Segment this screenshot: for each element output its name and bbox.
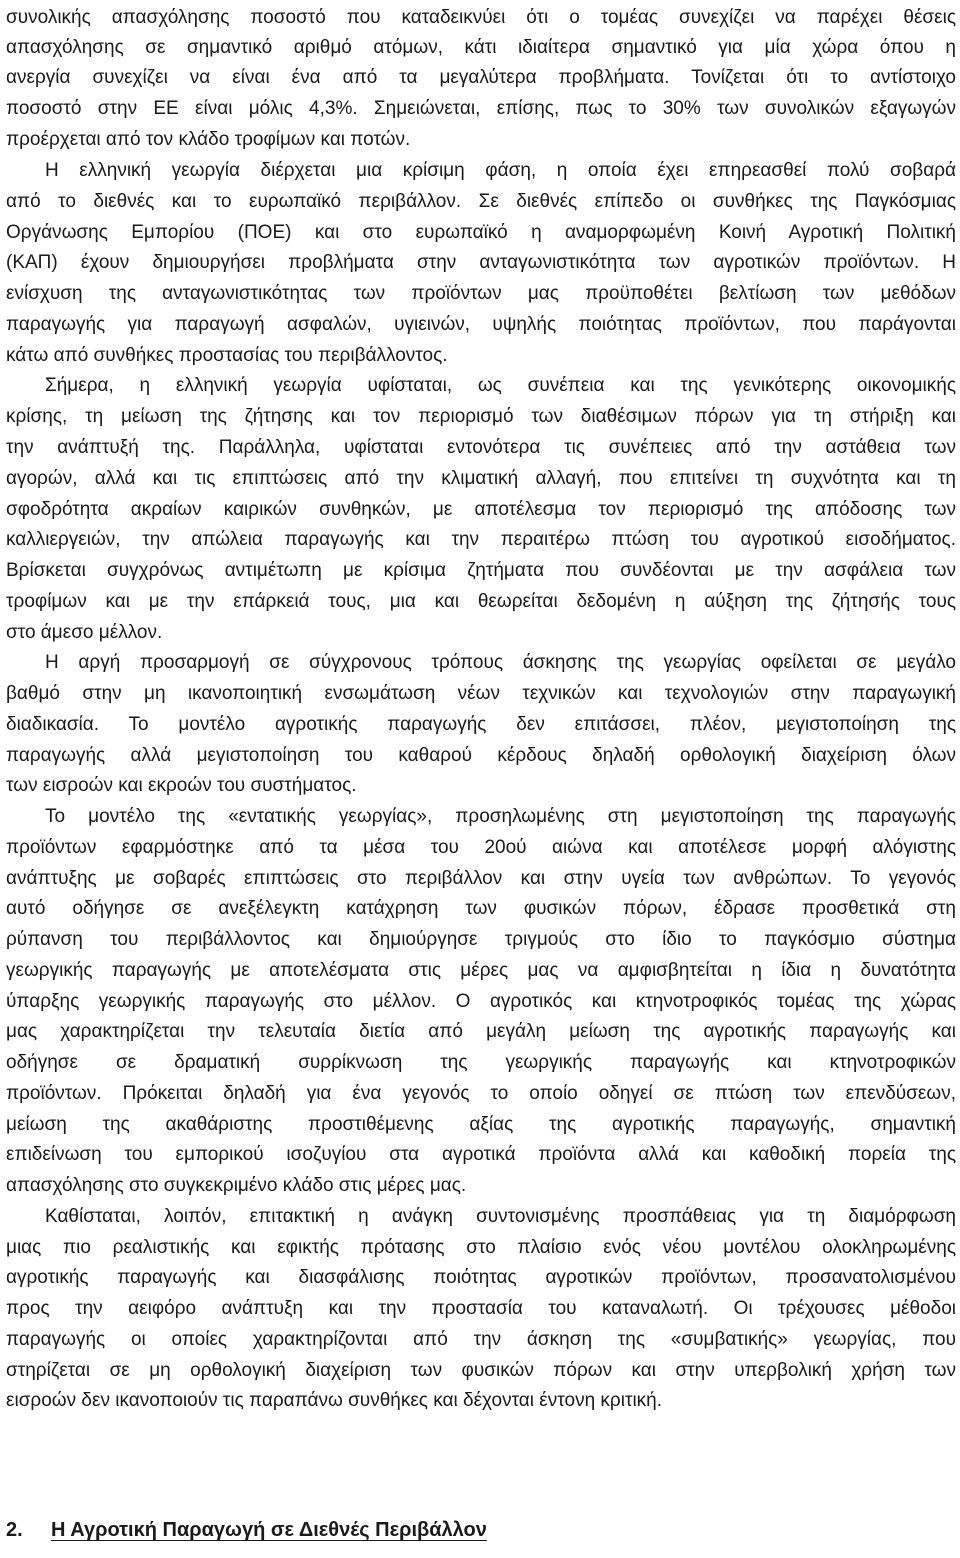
text-line: ρύπανση του περιβάλλοντος και δημιούργησε τριγμούς στο ίδιο το παγκόσμιο σύστημα [6,929,956,950]
text-line: Βρίσκεται συγχρόνως αντιμέτωπη με κρίσιμα ζητήματα που συνδέονται με την ασφάλεια των [6,560,956,581]
text-line: μας χαρακτηρίζεται την τελευταία διετία από μεγάλη μείωση της αγροτικής παραγωγής και [6,1021,956,1042]
text-line: ποσοστό στην ΕΕ είναι μόλις 4,3%. Σημειώνεται, επίσης, πως το 30% των συνολικών εξαγωγών [6,98,956,119]
text-line: παραγωγής αλλά μεγιστοποίηση του καθαρού κέρδους δηλαδή ορθολογική διαχείριση όλων [6,745,956,766]
text-line: αγορών, αλλά και τις επιπτώσεις από την κλιματική αλλαγή, που επιτείνει τη συχνότητα και τη [6,468,956,489]
text-line: απασχόλησης σε σημαντικό αριθμό ατόμων, κάτι ιδιαίτερα σημαντικό για μία χώρα όπου η [6,37,956,58]
text-line: αυτό οδήγησε σε ανεξέλεγκτη κατάχρηση των φυσικών πόρων, έδρασε προσθετικά στη [6,898,956,919]
text-line: οδήγησε σε δραματική συρρίκνωση της γεωργικής παραγωγής και κτηνοτροφικών [6,1052,956,1073]
section-number: 2. [6,1519,23,1541]
text-line: Η ελληνική γεωργία διέρχεται μια κρίσιμη φάση, η οποία έχει επηρεασθεί πολύ σοβαρά [45,160,956,181]
text-line: Οργάνωσης Εμπορίου (ΠΟΕ) και στο ευρωπαϊκό η αναμορφωμένη Κοινή Αγροτική Πολιτική [6,222,956,243]
text-line: ενίσχυση της ανταγωνιστικότητας των προϊόντων μας προϋποθέτει βελτίωση των μεθόδων [6,283,956,304]
text-line: Το μοντέλο της «εντατικής γεωργίας», προσηλωμένης στη μεγιστοποίηση της παραγωγής [45,806,956,827]
text-line: κρίσης, τη μείωση της ζήτησης και τον περιορισμό των διαθέσιμων πόρων για τη στήριξη και [6,406,956,427]
text-line: προϊόντων εφαρμόστηκε από τα μέσα του 20ού αιώνα και αποτέλεσε μορφή αλόγιστης [6,837,956,858]
text-line: σφοδρότητα ακραίων καιρικών συνθηκών, με αποτέλεσμα τον περιορισμό της απόδοσης των [6,499,956,520]
text-line: τροφίμων και με την επάρκειά τους, μια και θεωρείται δεδομένη η αύξηση της ζήτησής τους [6,591,956,612]
text-line: αγροτικής παραγωγής και διασφάλισης ποιότητας αγροτικών προϊόντων, προσανατολισμένου [6,1267,956,1288]
text-line: ανεργία συνεχίζει να είναι ένα από τα μεγαλύτερα προβλήματα. Τονίζεται ότι το αντίστοιχο [6,67,956,88]
section-title: Η Αγροτική Παραγωγή σε Διεθνές Περιβάλλον [51,1519,487,1541]
text-line: συνολικής απασχόλησης ποσοστό που καταδεικνύει ότι ο τομέας συνεχίζει να παρέχει θέσεις [6,7,956,28]
text-line: κάτω από συνθήκες προστασίας του περιβάλλοντος. [6,345,448,366]
text-line: επιδείνωση του εμπορικού ισοζυγίου στα αγροτικά προϊόντα αλλά και καθοδική πορεία της [6,1144,956,1165]
text-line: μιας πιο ρεαλιστικής και εφικτής πρότασης στο πλαίσιο ενός νέου μοντέλου ολοκληρωμένης [6,1237,956,1258]
text-line: στο άμεσο μέλλον. [6,622,163,643]
text-line: των εισροών και εκροών του συστήματος. [6,775,357,796]
text-line: Σήμερα, η ελληνική γεωργία υφίσταται, ως συνέπεια και της γενικότερης οικονομικής [45,375,956,396]
text-line: από το διεθνές και το ευρωπαϊκό περιβάλλον. Σε διεθνές επίπεδο οι συνθήκες της Παγκόσμιας [6,191,956,212]
text-line: παραγωγής για παραγωγή ασφαλών, υγιεινών, υψηλής ποιότητας προϊόντων, που παράγονται [6,314,956,335]
text-line: προέρχεται από τον κλάδο τροφίμων και ποτών. [6,129,411,150]
text-line: διαδικασία. Το μοντέλο αγροτικής παραγωγής δεν επιτάσσει, πλέον, μεγιστοποίηση της [6,714,956,735]
text-line: την ανάπτυξή της. Παράλληλα, υφίσταται εντονότερα τις συνέπειες από την αστάθεια των [6,437,956,458]
text-line: ύπαρξης γεωργικής παραγωγής στο μέλλον. Ο αγροτικός και κτηνοτροφικός τομέας της χώρας [6,991,956,1012]
text-line: εισροών δεν ικανοποιούν τις παραπάνω συνθήκες και δέχονται έντονη κριτική. [6,1390,663,1411]
section-heading [6,1514,487,1546]
text-line: μείωση της ακαθάριστης προστιθέμενης αξίας της αγροτικής παραγωγής, σημαντική [6,1114,956,1135]
text-line: γεωργικής παραγωγής με αποτελέσματα στις μέρες μας να αμφισβητείται η ίδια η δυνατότητα [6,960,956,981]
text-line: στηρίζεται σε μη ορθολογική διαχείριση των φυσικών πόρων και στην υπερβολική χρήση των [6,1360,956,1381]
text-line: Η αργή προσαρμογή σε σύγχρονους τρόπους άσκησης της γεωργίας οφείλεται σε μεγάλο [45,652,956,673]
text-line: ανάπτυξης με σοβαρές επιπτώσεις στο περιβάλλον και στην υγεία των ανθρώπων. Το γεγονός [6,868,956,889]
text-line: προϊόντων. Πρόκειται δηλαδή για ένα γεγονός το οποίο οδηγεί σε πτώση των επενδύσεων, [6,1083,956,1104]
text-line: (ΚΑΠ) έχουν δημιουργήσει προβλήματα στην ανταγωνιστικότητα των αγροτικών προϊόντων. Η [6,252,956,273]
text-line: καλλιεργειών, την απώλεια παραγωγής και την περαιτέρω πτώση του αγροτικού εισοδήματος. [6,529,956,550]
text-line: προς την αειφόρο ανάπτυξη και την προστασία του καταναλωτή. Οι τρέχουσες μέθοδοι [6,1298,956,1319]
text-line: παραγωγής οι οποίες χαρακτηρίζονται από την άσκηση της «συμβατικής» γεωργίας, που [6,1329,956,1350]
text-line: Καθίσταται, λοιπόν, επιτακτική η ανάγκη συντονισμένης προσπάθειας για τη διαμόρφωση [45,1206,956,1227]
text-line: απασχόλησης στο συγκεκριμένο κλάδο στις μέρες μας. [6,1175,467,1196]
text-line: βαθμό στην μη ικανοποιητική ενσωμάτωση νέων τεχνικών και τεχνολογιών στην παραγωγική [6,683,956,704]
